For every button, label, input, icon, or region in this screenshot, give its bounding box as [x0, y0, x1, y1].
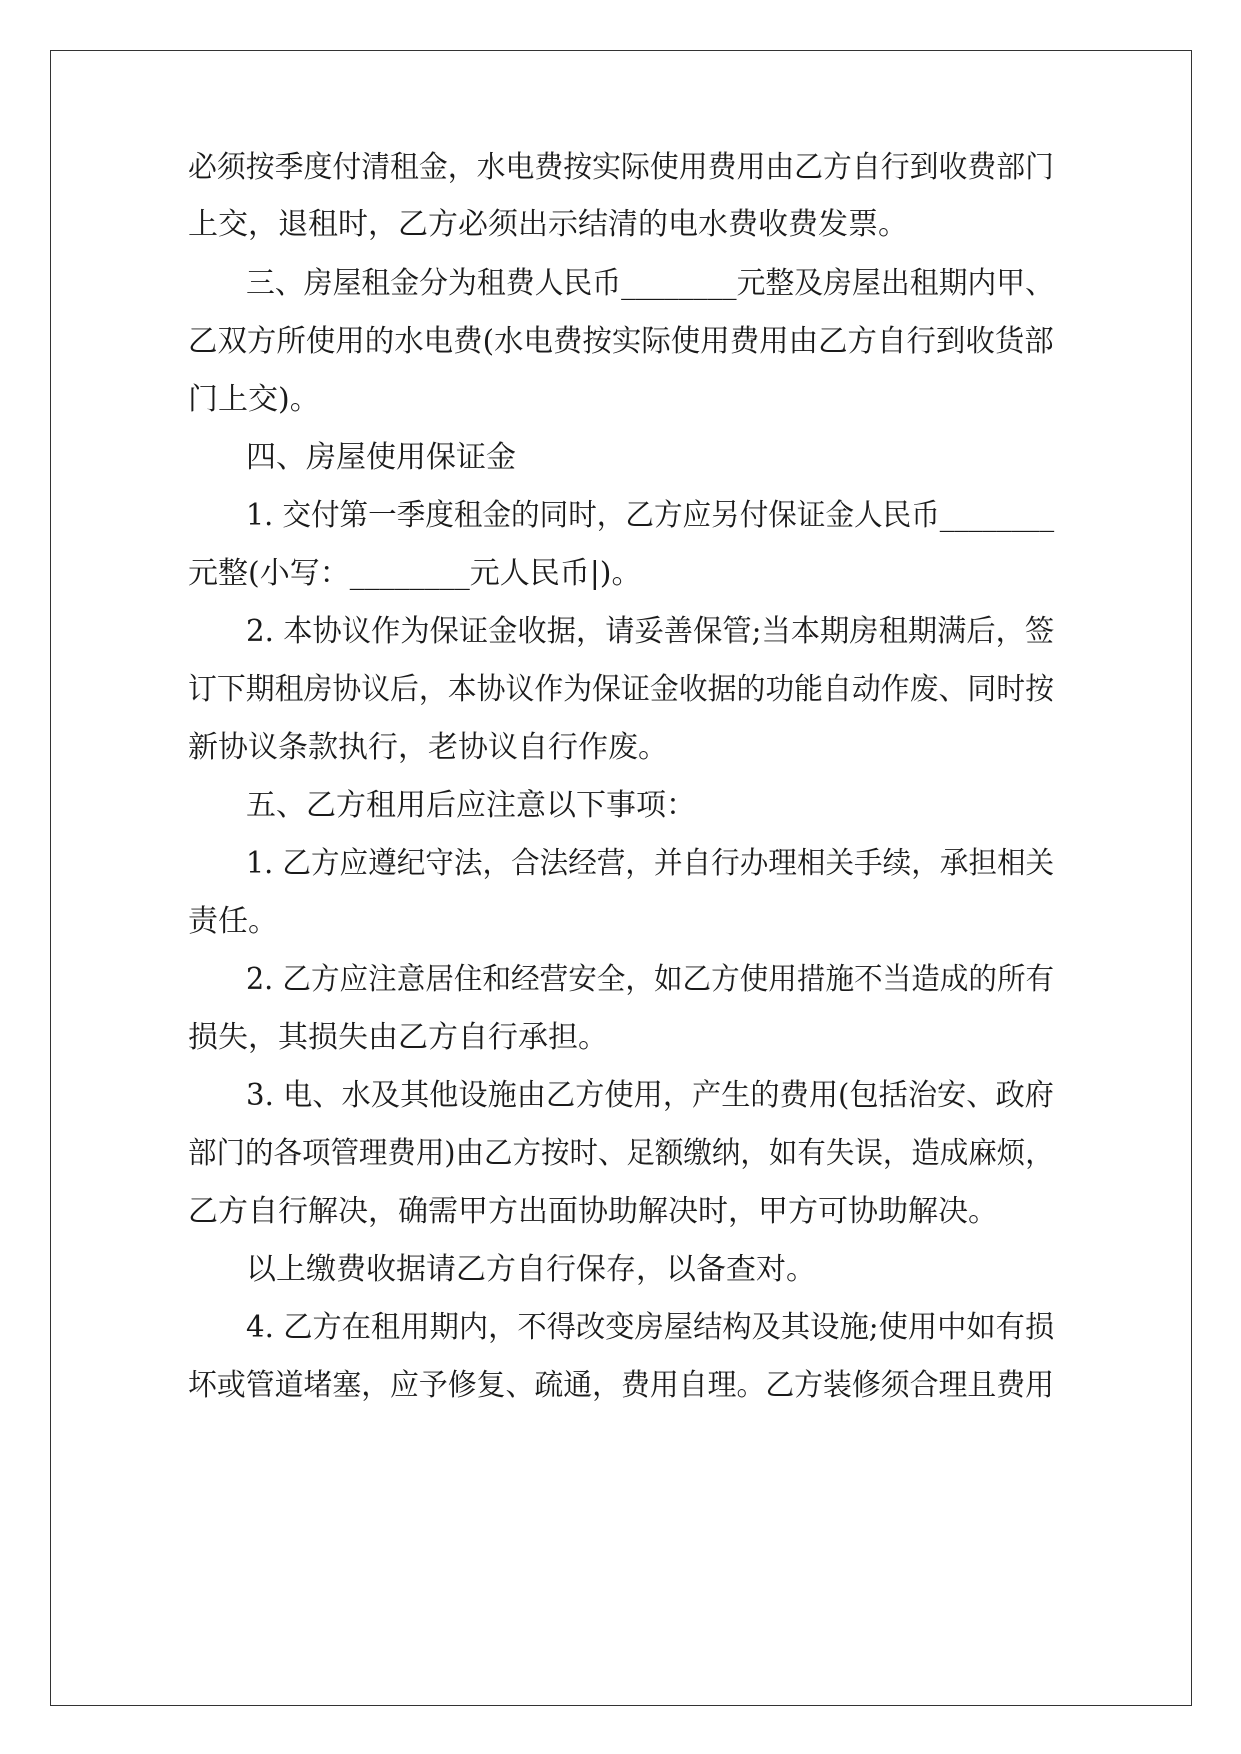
line-11: 新协议条款执行，老协议自行作废。: [188, 730, 668, 765]
line-19: 乙方自行解决，确需甲方出面协助解决时，甲方可协助解决。: [188, 1194, 998, 1229]
line-12: 五、乙方租用后应注意以下事项：: [246, 788, 696, 823]
line-14: 责任。: [188, 904, 278, 939]
line-22: 坏或管道堵塞，应予修复、疏通，费用自理。乙方装修须合理且费用: [188, 1368, 1054, 1403]
line-20: 以上缴费收据请乙方自行保存，以备查对。: [246, 1252, 816, 1287]
line-10: 订下期租房协议后，本协议作为保证金收据的功能自动作废、同时按: [188, 672, 1054, 707]
line-05: 门上交)。: [188, 382, 320, 417]
line-04: 乙双方所使用的水电费(水电费按实际使用费用由乙方自行到收货部: [188, 324, 1054, 359]
line-13: 1. 乙方应遵纪守法，合法经营，并自行办理相关手续，承担相关: [246, 846, 1055, 881]
line-03: 三、房屋租金分为租费人民币________元整及房屋出租期内甲、: [246, 266, 1054, 301]
line-07: 1. 交付第一季度租金的同时，乙方应另付保证金人民币________: [246, 498, 1055, 533]
line-18: 部门的各项管理费用)由乙方按时、足额缴纳，如有失误，造成麻烦，: [188, 1136, 1054, 1171]
line-02: 上交，退租时，乙方必须出示结清的电水费收费发票。: [188, 207, 908, 242]
line-21: 4. 乙方在租用期内，不得改变房屋结构及其设施;使用中如有损: [246, 1310, 1055, 1345]
line-01: 必须按季度付清租金，水电费按实际使用费用由乙方自行到收费部门: [188, 150, 1054, 185]
line-09: 2. 本协议作为保证金收据，请妥善保管;当本期房租期满后，签: [246, 614, 1055, 649]
line-17: 3. 电、水及其他设施由乙方使用，产生的费用(包括治安、政府: [246, 1078, 1054, 1113]
line-08: 元整(小写：________元人民币|)。: [188, 556, 642, 591]
line-16: 损失，其损失由乙方自行承担。: [188, 1020, 608, 1055]
line-06: 四、房屋使用保证金: [246, 440, 516, 475]
line-15: 2. 乙方应注意居住和经营安全，如乙方使用措施不当造成的所有: [246, 962, 1055, 997]
